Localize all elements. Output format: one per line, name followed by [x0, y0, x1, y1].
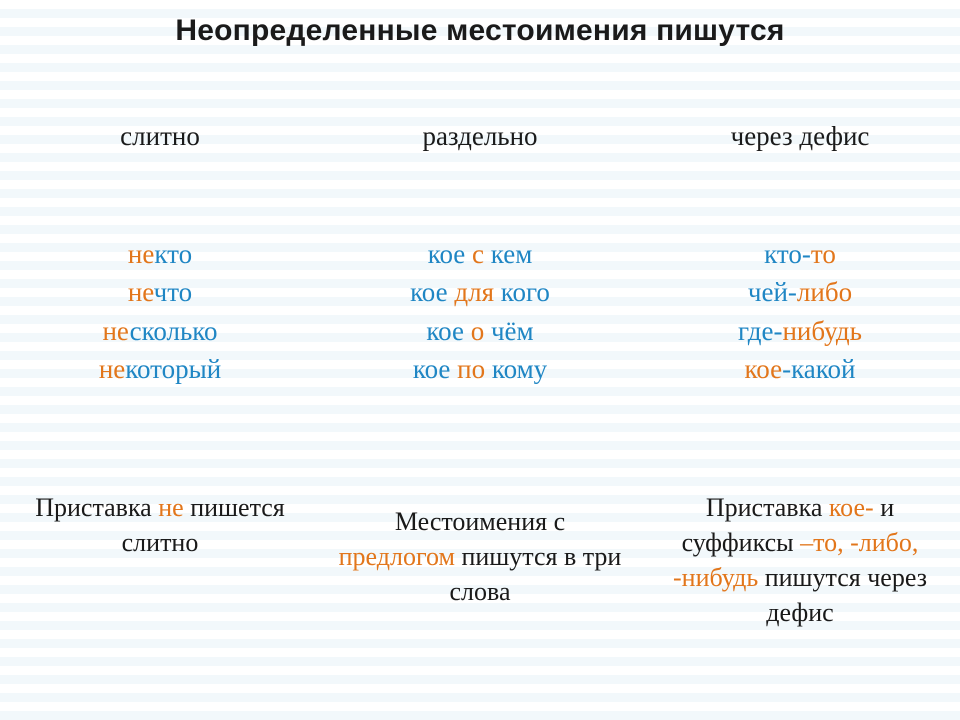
example-rest: -какой [782, 353, 856, 384]
example-prefix: кто- [764, 239, 811, 269]
page-title: Неопределенные местоимения пишутся [175, 14, 785, 47]
example-rest: нибудь [782, 315, 862, 346]
example-rest: сколько [129, 315, 218, 346]
column-cherez-defis [640, 120, 960, 388]
example-rest: что [153, 277, 193, 308]
note-part: Местоимения с [394, 507, 566, 536]
column-header-slitno: слитно [120, 121, 200, 151]
example-item [640, 273, 960, 311]
example-rest: то [810, 239, 836, 269]
example-prefix: кое [427, 239, 473, 269]
note-part-highlight: кое- [828, 493, 874, 522]
note-razdelno [320, 490, 640, 630]
example-item [640, 350, 960, 388]
example-item [0, 312, 320, 350]
example-item [320, 312, 640, 350]
example-mid: по [457, 353, 486, 384]
example-mid: с [472, 239, 485, 269]
example-prefix: где- [738, 315, 783, 346]
example-prefix: кое [410, 277, 455, 308]
example-rest: кто [154, 239, 193, 269]
note-part: Приставка [35, 493, 159, 522]
example-item [320, 235, 640, 273]
example-rest: который [125, 353, 222, 384]
column-slitno [0, 120, 320, 388]
example-rest: кого [494, 277, 550, 308]
column-header-cherez-defis: через дефис [730, 121, 870, 151]
example-rest: кому [485, 353, 548, 384]
note-slitno [0, 490, 320, 630]
example-prefix: кое [426, 315, 471, 346]
example-prefix: кое [412, 353, 458, 384]
example-mid: о [470, 315, 485, 346]
note-part: и суффиксы [681, 493, 895, 558]
note-part-highlight: предлогом [338, 542, 455, 572]
example-item [0, 235, 320, 273]
examples-razdelno [320, 235, 640, 388]
column-razdelno [320, 120, 640, 388]
notes-container [0, 490, 960, 630]
example-mid: для [454, 277, 495, 308]
examples-cherez-defis [640, 235, 960, 388]
example-prefix: кое [744, 353, 783, 384]
example-item [640, 312, 960, 350]
example-prefix: не [102, 315, 130, 346]
note-cherez-defis [640, 490, 960, 630]
example-item [640, 235, 960, 273]
note-part: пишутся в три слова [449, 542, 622, 607]
column-header-razdelno: раздельно [422, 121, 538, 151]
example-rest: либо [796, 277, 853, 308]
examples-slitno [0, 235, 320, 388]
note-part: пишется слитно [121, 493, 285, 558]
example-item [0, 273, 320, 311]
example-prefix: не [127, 239, 155, 269]
note-part-highlight: не [158, 493, 184, 522]
example-prefix: чей- [747, 277, 797, 308]
note-part: пишутся через дефис [758, 563, 927, 628]
example-prefix: не [127, 277, 154, 308]
example-item [0, 350, 320, 388]
example-rest: чём [484, 315, 534, 346]
example-item [320, 350, 640, 388]
example-rest: кем [484, 239, 533, 269]
example-item [320, 273, 640, 311]
columns-container [0, 120, 960, 388]
note-part: Приставка [705, 493, 829, 522]
note-part-highlight: –то, -либо, -нибудь [673, 528, 919, 593]
example-prefix: не [98, 353, 126, 384]
